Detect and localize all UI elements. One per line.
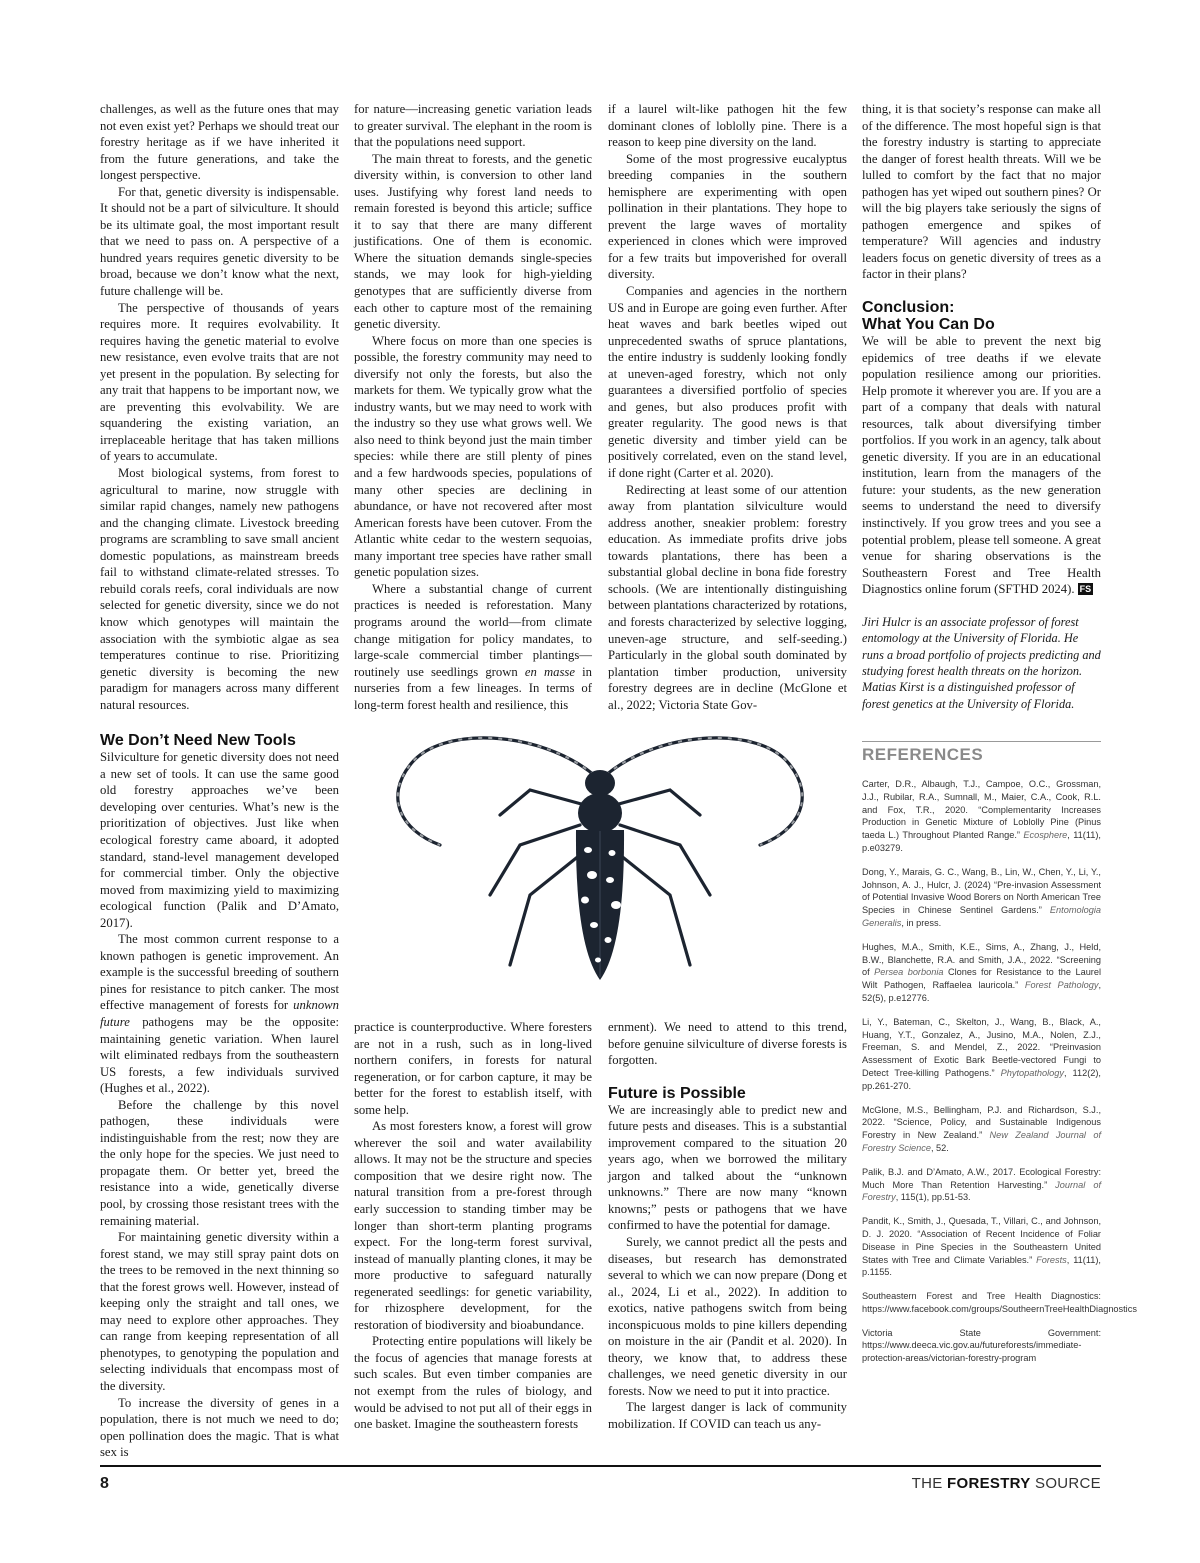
paragraph: The most common current response to a known pathogen is genetic improvement. An example is the successful breeding of southern pines for resistance to pitch canker. The most effective management of forests for unknown future pathogens may be the opposite: maintaining genetic variation. When laurel wilt eliminated redbays from the southeastern US forests, a few individuals survived (Hughes et al., 2022).	[100, 932, 339, 1096]
author-bio: Jiri Hulcr is an associate professor of forest entomology at the University of Florida. He runs a broad portfolio of projects predicting and studying forest health threats on the horizon. Matias Kirst is a distinguished professor of forest genetics at the University of Florida.	[862, 614, 1101, 711]
reference-item: Carter, D.R., Albaugh, T.J., Campoe, O.C., Grossman, J.J., Rubilar, R.A., Sumnall, M., Maier, C.A., Cook, R.L. and Fox, T.R., 2020. “Complementarity Increases Production in Genetic Mixture of Loblolly Pine (Pinus taeda L.) Throughout Planted Range.” Ecosphere, 11(11), p.e03279.	[862, 779, 1101, 853]
column-2-top	[354, 101, 592, 713]
beetle-head	[585, 770, 615, 796]
paragraph: We will be able to prevent the next big epidemics of tree deaths if we elevate population resilience among our priorities. Help promote it wherever you are. If you are a part of a company that deals with natural resources, talk about diversifying timber portfolios. If you work in an agency, talk about genetic diversity. If you are in an educational institution, learn from the managers of the future: your students, as the new generation seems to understand the need to diversify instinctively. If you grow trees and you see a potential problem, please tell someone. A great venue for sharing observations is the Southeastern Forest and Tree Health Diagnostics online forum (SFTHD 2024). FS	[862, 334, 1101, 597]
paragraph: for nature—increasing genetic variation leads to greater survival. The elephant in the room is that the populations need support.	[354, 102, 592, 150]
leg	[510, 855, 580, 965]
paragraph: Silviculture for genetic diversity does not need a new set of tools. It can use the same good old forestry approaches we’ve been developing over centuries. What’s new is the prioritization of objectives. Just like when ecological forestry came aboard, it adopted standard, stand-level management developed for commercial timber. Only the objective moved from maximizing yield to maximizing ecological function (Palik and D’Amato, 2017).	[100, 750, 339, 930]
footer-rule	[100, 1465, 1101, 1467]
paragraph: Companies and agencies in the northern US and in Europe are going even further. After heat waves and bark beetles wiped out unprecedented swaths of spruce plantations, the entire industry is suddenly looking fondly at uneven-aged forestry, which not only guarantees a diversified portfolio of species and genes, but also produces profit with greater regularity. The good news is that genetic diversity and timber yield can be positively correlated, even on the stand level, if done right (Carter et al. 2020).	[608, 284, 847, 481]
leg	[620, 855, 690, 965]
paragraph: The perspective of thousands of years requires more. It requires evolvability. It requires having the genetic material to evolve new resistance, even evolve traits that are not yet present in the population. By selecting for any trait that happens to be important now, we are preventing this evolvability. We are squandering the existing variation, an irreplaceable heritage that has taken millions of years to accumulate.	[100, 300, 339, 464]
leg	[615, 790, 700, 815]
section-heading: We Don’t Need New Tools	[100, 732, 296, 750]
paragraph: The largest danger is lack of community mobilization. If COVID can teach us any-	[608, 1400, 847, 1432]
paragraph: practice is counterproductive. Where foresters are not in a rush, such as in long-lived northern conifers, in forests for natural regeneration, or for carbon capture, it may be better for the forest to establish itself, with some help.	[354, 1020, 592, 1117]
page-number: 8	[100, 1475, 109, 1492]
reference-item: Li, Y., Bateman, C., Skelton, J., Wang, B., Black, A., Huang, Y.T., Gonzalez, A., Jusino, M.A., Nolen, Z.J., Freeman, S. and Mendel, Z., 2022. “Preinvasion Assessment of Exotic Bark Beetle-vectored Fungi to Detect Tree-killing Pathogens.” Phytopathology, 112(2), pp.261-270.	[862, 1016, 1101, 1091]
references-divider	[862, 741, 1101, 742]
paragraph: Most biological systems, from forest to agricultural to marine, now struggle with similar rapid changes, namely new pathogens and the changing climate. Livestock breeding programs are scrambling to save small ancient domestic populations, as mainstream breeds fail to withstand climate-related stresses. To rebuild corals reefs, coral individuals are now selected for genetic diversity, since we do not know which genotypes will maintain the association with the symbiotic algae as sea temperatures continue to rise. Prioritizing genetic diversity is becoming the new paradigm for managers across many different natural resources.	[100, 466, 339, 712]
paragraph: The main threat to forests, and the genetic diversity within, is conversion to other land uses. Justifying why forest land needs to remain forested is beyond this article; suffice it to say that there are many different justifications. One of them is economic. Where the situation demands single-species stands, we may look for high-yielding genotypes that are sufficiently diverse from each other to capture most of the remaining genetic diversity.	[354, 151, 592, 332]
reference-item: McGlone, M.S., Bellingham, P.J. and Richardson, S.J., 2022. “Science, Policy, and Sustainable Indigenous Forestry in New Zealand.” New Zealand Journal of Forestry Science, 52.	[862, 1104, 1101, 1153]
section-heading: Conclusion: What You Can Do	[862, 299, 995, 334]
reference-item: Pandit, K., Smith, J., Quesada, T., Villari, C., and Johnson, D. J. 2020. “Association of Recent Incidence of Foliar Disease in Pine Species in the Southeastern United States with Tree and Climate Variables.” Forests, 11(11), p.1155.	[862, 1216, 1101, 1278]
magazine-title: THE FORESTRY SOURCE	[911, 1475, 1101, 1492]
reference-item: Victoria State Government: https://www.deeca.vic.gov.au/futureforests/immediate-protection-areas/victorian-forestry-program	[862, 1327, 1101, 1364]
references-list	[862, 778, 1137, 1376]
paragraph: Where a substantial change of current practices is needed is reforestation. Many programs around the world—from climate change mitigation for policy mandates, to large-scale commercial timber plantings—routinely use seedlings grown en masse in nurseries from a few lineages. In terms of long-term forest health and resilience, this	[354, 581, 592, 712]
beetle-thorax	[578, 793, 622, 833]
column-4	[862, 101, 1101, 712]
leg	[490, 825, 580, 895]
leg	[500, 790, 585, 815]
asian-longhorned-beetle-illustration	[380, 735, 820, 990]
paragraph: We are increasingly able to predict new and future pests and diseases. This is a substantial improvement compared to the situation 20 years ago, when we borrowed the military jargon and talked about the “unknown unknowns.” There are now many “known knowns;” pests or pathogens that we have confirmed to have the potential for damage.	[608, 1102, 847, 1233]
end-mark-badge: FS	[1079, 584, 1092, 595]
paragraph: challenges, as well as the future ones that may not even exist yet? Perhaps we should treat our forestry heritage as if we have inherited it from the future generations, and take the longest perspective.	[100, 102, 339, 183]
paragraph: thing, it is that society’s response can make all of the difference. The most hopeful sign is that the forestry industry is starting to appreciate the danger of forest health threats. Will we be lulled to comfort by the fact that no major pathogen has yet wiped out southern pines? Or will the big players take seriously the signs of pathogen emergence and spikes of temperature? Will agencies and industry leaders focus on genetic diversity of trees as a factor in their plans?	[862, 102, 1101, 282]
paragraph: For maintaining genetic diversity within a forest stand, we may still spray paint dots on the trees to be removed in the next thinning so that the forest grows well. However, instead of keeping only the straight and tall ones, we may need to explore other approaches. They can range from keeping representation of all phenotypes, to genotyping the population and selecting individuals that encompass most of the diversity.	[100, 1230, 339, 1394]
paragraph: To increase the diversity of genes in a population, there is not much we need to do; open pollination does the magic. That is what sex is	[100, 1395, 339, 1460]
leg	[620, 825, 710, 895]
paragraph: Some of the most progressive eucalyptus breeding companies in the southern hemisphere are experimenting with open pollination in their plantations. They hope to prevent the large waves of mortality experienced in clones which were improved for a few traits but impoverished for overall diversity.	[608, 151, 847, 282]
paragraph: if a laurel wilt-like pathogen hit the few dominant clones of loblolly pine. There is a reason to keep pine diversity on the land.	[608, 102, 847, 150]
column-2-bottom	[354, 1019, 592, 1433]
paragraph: For that, genetic diversity is indispensable. It should not be a part of silviculture. It should be its ultimate goal, the most important result that we need to pass on. A perspective of a hundred years requires genetic diversity to be broad, because we don’t know what the next, future challenge will be.	[100, 184, 339, 299]
column-1	[100, 101, 339, 1461]
reference-item: Dong, Y., Marais, G. C., Wang, B., Lin, W., Chen, Y., Li, Y., Johnson, A. J., Hulcr, J. (2024) “Pre-invasion Assessment of Potential Invasive Wood Borers on North American Tree Species in Chinese Sentinel Gardens.” Entomologia Generalis, in press.	[862, 866, 1101, 928]
paragraph: Before the challenge by this novel pathogen, these individuals were indistinguishable from the rest; now they are the only hope for the species. We just need to propagate them. Or better yet, breed the resistance into a wide, genetically diverse pool, by crossing those resistant trees with the remaining material.	[100, 1097, 339, 1228]
paragraph: Redirecting at least some of our attention away from plantation silviculture would address another, sneakier problem: forestry education. As immediate profits drive jobs towards plantations, there has been a substantial global decline in bona fide forestry schools. (We are intentionally distinguishing between plantations characterized by rotations, and forests characterized by selective logging, uneven-age structure, and self-seeding.) Particularly in the global south dominated by plantation timber production, university forestry degrees are in decline (McGlone et al., 2022; Victoria State Gov-	[608, 482, 847, 712]
column-3-bottom	[608, 1019, 847, 1433]
reference-item: Southeastern Forest and Tree Health Diagnostics: https://www.facebook.com/groups/SoutheernTreeHealthDiagnostics	[862, 1291, 1137, 1314]
references-heading: REFERENCES	[862, 745, 984, 764]
paragraph: Protecting entire populations will likely be the focus of agencies that manage forests at such scales. But even timber companies are not exempt from the rules of biology, and would be advised to not put all of their eggs in one basket. Imagine the southeastern forests	[354, 1334, 592, 1432]
section-heading: Future is Possible	[608, 1084, 746, 1102]
reference-item: Hughes, M.A., Smith, K.E., Sims, A., Zhang, J., Held, B.W., Blanchette, R.A. and Smith, J.A., 2022. “Screening of Persea borbonia Clones for Resistance to the Laurel Wilt Pathogen, Raffaelea lauricola.” Forest Pathology, 52(5), p.e12776.	[862, 941, 1102, 1003]
reference-item: Palik, B.J. and D’Amato, A.W., 2017. Ecological Forestry: Much More Than Retention Harvesting.” Journal of Forestry, 115(1), pp.51-53.	[862, 1166, 1101, 1203]
paragraph: ernment). We need to attend to this trend, before genuine silviculture of diverse forests is forgotten.	[608, 1020, 847, 1068]
paragraph: Where focus on more than one species is possible, the forestry community may need to diversify not only the forests, but also the markets for them. We typically grow what the industry wants, but we may need to work with the industry so they use what grows well. We also need to think beyond just the main timber species: while there are still plenty of pines and a few hardwoods species, populations of many other species are declining in abundance, or have not recovered after most American forests have been cutover. From the Atlantic white cedar to the western sequoias, many important tree species have rather small genetic population sizes.	[354, 333, 592, 580]
paragraph: Surely, we cannot predict all the pests and diseases, but research has demonstrated several to which we can now prepare (Dong et al., 2024, Li et al., 2022). In addition to exotics, native pathogens switch from being inconspicuous molds to pine killers depending on moisture in the air (Pandit et al. 2020). In theory, we know that, to address these challenges, we need genetic diversity in our forests. Now we need to put it into practice.	[608, 1235, 847, 1398]
paragraph: As most foresters know, a forest will grow wherever the soil and water availability allows. It may not be the structure and species composition that we desire right now. The natural transition from a pre-forest through early succession to standing timber may be longer than short-term planting programs expect. For the long-term forest survival, instead of manually planting clones, it may be more productive to safeguard naturally regenerated seedlings: for genetic variability, for rhizosphere development, for the restoration of biodiversity and bioabundance.	[354, 1119, 592, 1332]
column-3-top	[608, 101, 847, 713]
